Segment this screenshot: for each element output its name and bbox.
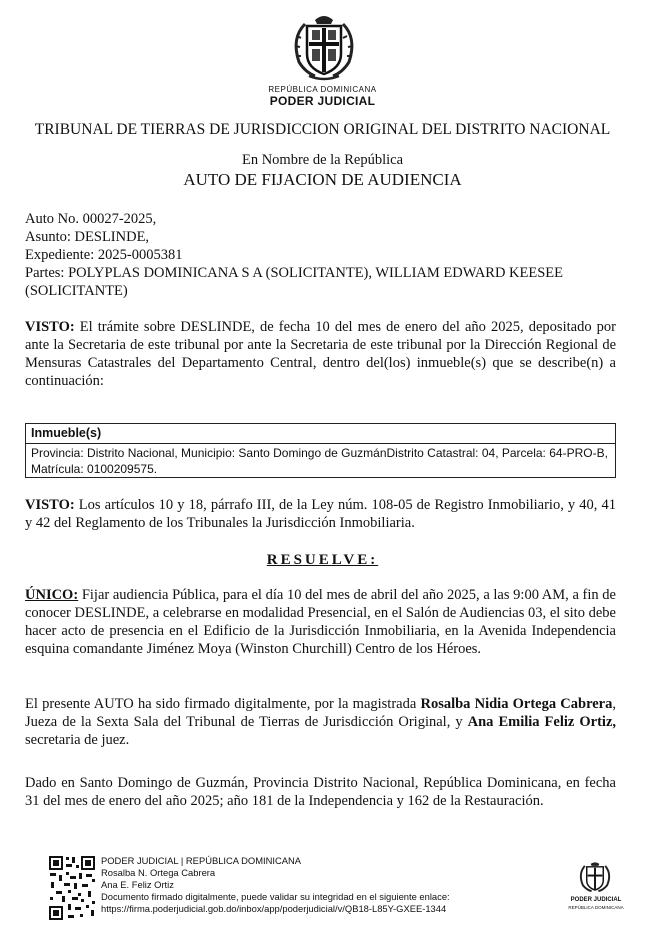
firma-paragraph	[25, 695, 616, 749]
document-title: AUTO DE FIJACION DE AUDIENCIA	[183, 170, 462, 189]
small-brand-sub: REPÚBLICA DOMINICANA	[568, 905, 624, 910]
resuelve-heading: RESUELVE:	[266, 552, 379, 568]
coat-of-arms-small-logo	[576, 860, 614, 894]
visto-paragraph-1	[25, 318, 616, 390]
visto-text: Los artículos 10 y 18, párrafo III, de la Ley núm. 108-05 de Registro Inmobiliario, y 40, 41 y 42 del Reglamento de los Tribunales la Jurisdicción Inmobiliaria.	[25, 497, 616, 531]
inmueble-header: Inmueble(s)	[26, 424, 615, 444]
inmueble-table	[25, 423, 616, 478]
unico-paragraph	[25, 586, 616, 658]
tribunal-name: TRIBUNAL DE TIERRAS DE JURISDICCION ORIGINAL DEL DISTRITO NACIONAL	[34, 121, 611, 138]
footer-line-2: Rosalba N. Ortega Cabrera	[101, 867, 216, 878]
brand-bottom: PODER JUDICIAL	[269, 94, 376, 108]
magistrada-name: Rosalba Nidia Ortega Cabrera	[420, 696, 613, 712]
small-brand-name: PODER JUDICIAL	[570, 897, 622, 903]
firma-text: El presente AUTO ha sido firmado digitalmente, por la magistrada	[25, 696, 421, 712]
footer-line-3: Ana E. Feliz Ortiz	[101, 879, 174, 890]
visto-label: VISTO:	[25, 497, 75, 513]
visto-text: El trámite sobre DESLINDE, de fecha 10 del mes de enero del año 2025, depositado por ante la Secretaria de este tribunal por ante la Secretaria de este tribunal por la Dirección Regional de Mensuras Catastrales del Departamento Central, dentro del(los) inmueble(s) que se describe(n) a continuación:	[25, 319, 616, 389]
small-brand	[566, 897, 626, 911]
en-nombre: En Nombre de la República	[241, 152, 404, 168]
footer-line-1: PODER JUDICIAL | REPÚBLICA DOMINICANA	[101, 855, 302, 866]
inmueble-row: Provincia: Distrito Nacional, Municipio: Santo Domingo de GuzmánDistrito Catastral: 04, Parcela: 64-PRO-B, Matrícula: 0100209575.	[31, 446, 608, 476]
validation-link[interactable]: https://firma.poderjudicial.gob.do/inbox/app/poderjudicial/v/QB18-L85Y-GXEE-1344	[101, 903, 447, 914]
expediente: Expediente: 2025-0005381	[25, 247, 183, 263]
visto-paragraph-2	[25, 496, 616, 532]
firma-text: , Jueza de la Sexta Sala del Tribunal de Tierras de Jurisdicción Original, y	[25, 696, 616, 730]
secretaria-name: Ana Emilia Feliz Ortiz,	[467, 714, 617, 730]
asunto: Asunto: DESLINDE,	[25, 229, 150, 245]
firma-text: secretaria de juez.	[25, 732, 130, 748]
brand-top: REPÚBLICA DOMINICANA	[268, 85, 377, 94]
qr-code[interactable]	[48, 855, 96, 921]
unico-text: Fijar audiencia Pública, para el día 10 del mes de abril del año 2025, a las 9:00 AM, a fin de conocer DESLINDE, a celebrarse en modalidad Presencial, en el Salón de Audiencias 03, el sito debe hacer acto de presencia en el Edificio de la Jurisdicción Inmobiliaria, en la Avenida Independencia esquina comandante Jiménez Moya (Winston Churchill) Centro de los Héroes.	[25, 587, 616, 657]
unico-label: ÚNICO:	[25, 587, 79, 603]
visto-label: VISTO:	[25, 319, 75, 335]
coat-of-arms-logo	[285, 12, 363, 82]
footer-line-4: Documento firmado digitalmente, puede validar su integridad en el siguiente enlace:	[101, 891, 450, 902]
dado-paragraph: Dado en Santo Domingo de Guzmán, Provincia Distrito Nacional, República Dominicana, en fecha 31 del mes de enero del año 2025; año 181 de la Independencia y 162 de la Restauración.	[25, 775, 616, 809]
partes: Partes: POLYPLAS DOMINICANA S A (SOLICITANTE), WILLIAM EDWARD KEESEE (SOLICITANTE)	[25, 265, 564, 299]
signature-footer	[101, 855, 450, 915]
auto-number: Auto No. 00027-2025,	[25, 211, 157, 227]
